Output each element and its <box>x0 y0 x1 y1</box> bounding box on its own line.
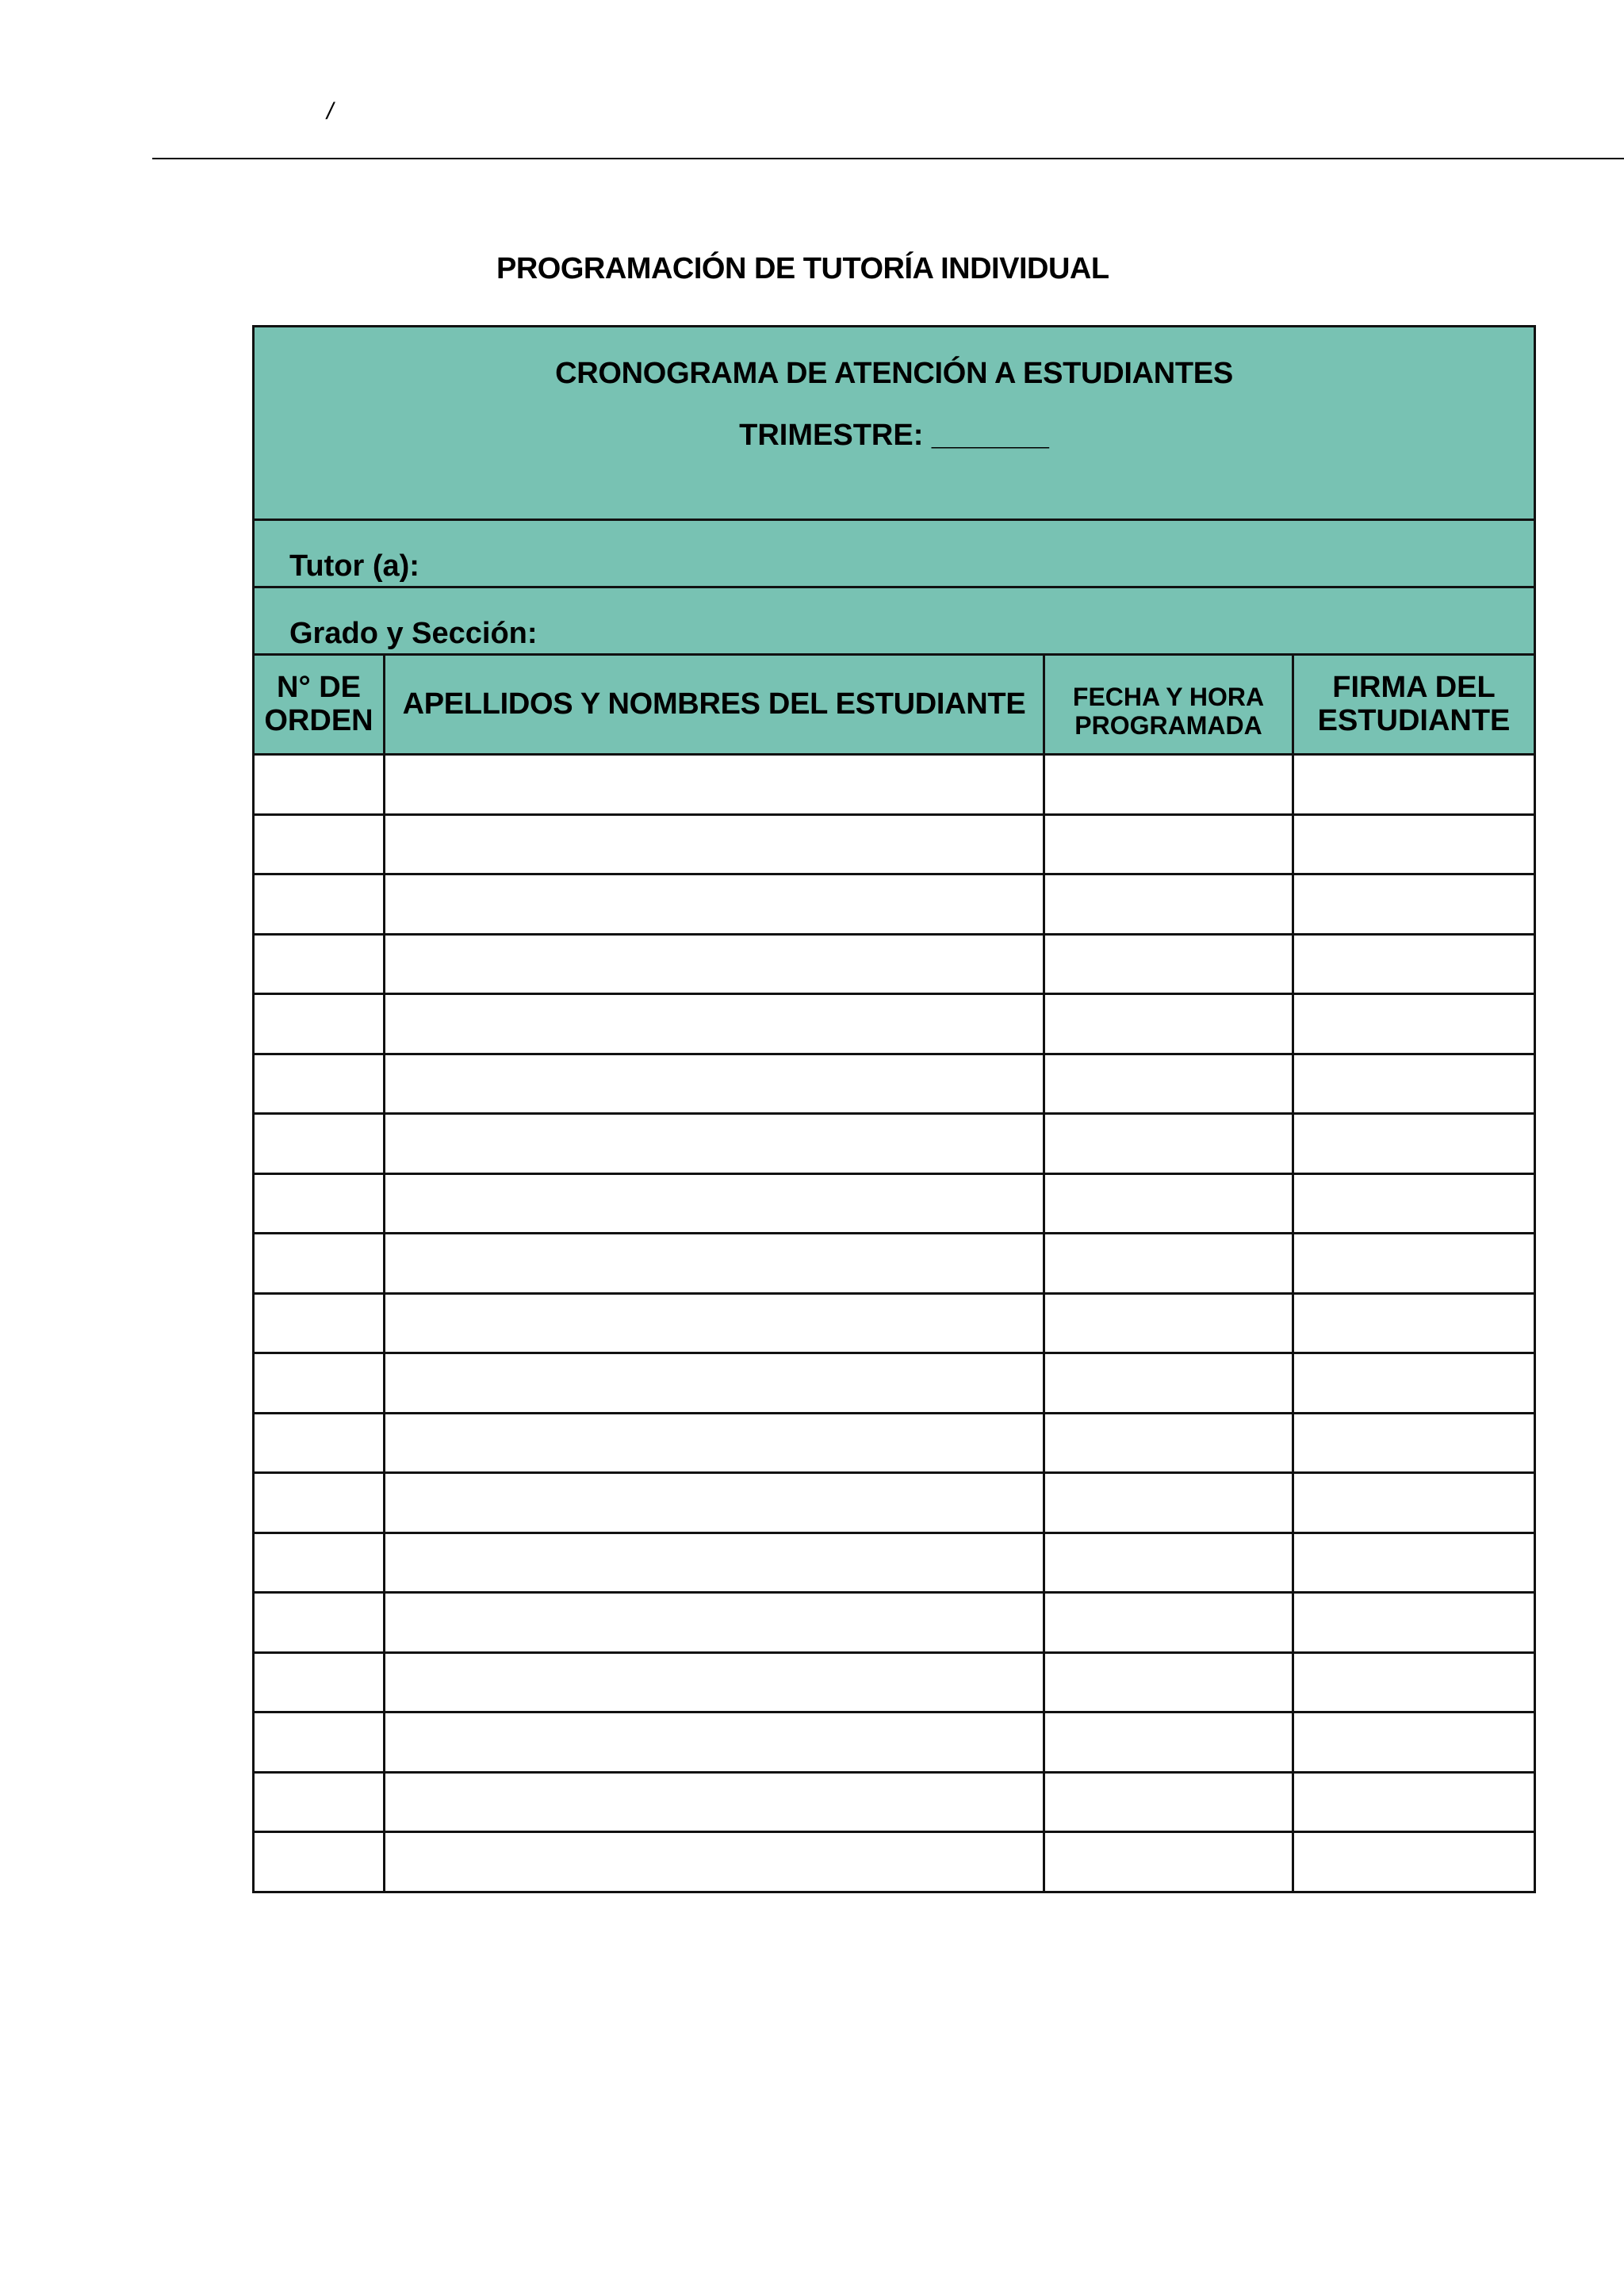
table-row <box>254 1652 1535 1712</box>
schedule-band-title: CRONOGRAMA DE ATENCIÓN A ESTUDIANTES <box>555 357 1233 390</box>
grade-section-label: Grado y Sección: <box>289 617 538 650</box>
student-name-cell[interactable] <box>385 994 1044 1054</box>
order-number-cell[interactable] <box>254 814 385 874</box>
table-row <box>254 1234 1535 1294</box>
order-number-cell[interactable] <box>254 1353 385 1414</box>
student-signature-cell[interactable] <box>1293 1593 1535 1653</box>
tutor-label: Tutor (a): <box>289 549 419 583</box>
column-header-order-number: N° DE ORDEN <box>254 655 385 755</box>
student-name-cell[interactable] <box>385 1353 1044 1414</box>
student-signature-cell[interactable] <box>1293 1652 1535 1712</box>
order-number-cell[interactable] <box>254 994 385 1054</box>
table-row <box>254 1832 1535 1892</box>
column-header-scheduled-date: FECHA Y HORA PROGRAMADA <box>1044 655 1293 755</box>
student-name-cell[interactable] <box>385 874 1044 935</box>
table-row <box>254 1473 1535 1533</box>
scheduled-date-cell[interactable] <box>1044 1473 1293 1533</box>
student-name-cell[interactable] <box>385 934 1044 994</box>
order-number-cell[interactable] <box>254 1772 385 1832</box>
table-row <box>254 1413 1535 1473</box>
student-signature-cell[interactable] <box>1293 1832 1535 1892</box>
student-signature-cell[interactable] <box>1293 1234 1535 1294</box>
scheduled-date-cell[interactable] <box>1044 1234 1293 1294</box>
scheduled-date-cell[interactable] <box>1044 1114 1293 1174</box>
scheduled-date-cell[interactable] <box>1044 755 1293 815</box>
scheduled-date-cell[interactable] <box>1044 1712 1293 1773</box>
order-number-cell[interactable] <box>254 1293 385 1353</box>
table-row <box>254 934 1535 994</box>
scheduled-date-cell[interactable] <box>1044 1293 1293 1353</box>
table-row <box>254 1712 1535 1773</box>
student-signature-cell[interactable] <box>1293 755 1535 815</box>
student-name-cell[interactable] <box>385 814 1044 874</box>
student-signature-cell[interactable] <box>1293 1533 1535 1593</box>
student-signature-cell[interactable] <box>1293 934 1535 994</box>
order-number-cell[interactable] <box>254 1413 385 1473</box>
student-name-cell[interactable] <box>385 1712 1044 1773</box>
table-row <box>254 1533 1535 1593</box>
order-number-cell[interactable] <box>254 1473 385 1533</box>
student-signature-cell[interactable] <box>1293 1173 1535 1234</box>
student-signature-cell[interactable] <box>1293 1054 1535 1114</box>
order-number-cell[interactable] <box>254 1054 385 1114</box>
column-header-row <box>254 655 1535 755</box>
order-number-cell[interactable] <box>254 1832 385 1892</box>
column-header-student-name: APELLIDOS Y NOMBRES DEL ESTUDIANTE <box>385 655 1044 755</box>
scheduled-date-cell[interactable] <box>1044 874 1293 935</box>
student-name-cell[interactable] <box>385 1772 1044 1832</box>
student-signature-cell[interactable] <box>1293 1473 1535 1533</box>
student-signature-cell[interactable] <box>1293 1353 1535 1414</box>
schedule-band <box>254 327 1535 520</box>
table-row <box>254 994 1535 1054</box>
student-name-cell[interactable] <box>385 1114 1044 1174</box>
header-mark: / <box>327 98 334 124</box>
grade-section-field <box>254 587 1535 655</box>
order-number-cell[interactable] <box>254 1234 385 1294</box>
student-signature-cell[interactable] <box>1293 814 1535 874</box>
student-name-cell[interactable] <box>385 1293 1044 1353</box>
scheduled-date-cell[interactable] <box>1044 1173 1293 1234</box>
scheduled-date-cell[interactable] <box>1044 1772 1293 1832</box>
scheduled-date-cell[interactable] <box>1044 1353 1293 1414</box>
student-signature-cell[interactable] <box>1293 1712 1535 1773</box>
order-number-cell[interactable] <box>254 1533 385 1593</box>
scheduled-date-cell[interactable] <box>1044 1413 1293 1473</box>
student-name-cell[interactable] <box>385 1234 1044 1294</box>
scheduled-date-cell[interactable] <box>1044 1832 1293 1892</box>
student-signature-cell[interactable] <box>1293 874 1535 935</box>
table-row <box>254 1353 1535 1414</box>
scheduled-date-cell[interactable] <box>1044 994 1293 1054</box>
table-row <box>254 1772 1535 1832</box>
order-number-cell[interactable] <box>254 1593 385 1653</box>
document-title: PROGRAMACIÓN DE TUTORÍA INDIVIDUAL <box>496 252 1109 285</box>
student-signature-cell[interactable] <box>1293 1114 1535 1174</box>
table-row <box>254 1173 1535 1234</box>
scheduled-date-cell[interactable] <box>1044 1652 1293 1712</box>
table-row <box>254 814 1535 874</box>
order-number-cell[interactable] <box>254 755 385 815</box>
trimester-label: TRIMESTRE: _______ <box>739 418 1049 452</box>
table-row <box>254 755 1535 815</box>
tutor-field <box>254 520 1535 587</box>
column-header-student-signature: FIRMA DEL ESTUDIANTE <box>1293 655 1535 755</box>
scheduled-date-cell[interactable] <box>1044 1533 1293 1593</box>
student-signature-cell[interactable] <box>1293 994 1535 1054</box>
student-name-cell[interactable] <box>385 1533 1044 1593</box>
order-number-cell[interactable] <box>254 874 385 935</box>
table-row <box>254 1114 1535 1174</box>
student-signature-cell[interactable] <box>1293 1413 1535 1473</box>
table-row <box>254 1593 1535 1653</box>
student-name-cell[interactable] <box>385 1832 1044 1892</box>
table-row <box>254 874 1535 935</box>
student-name-cell[interactable] <box>385 1173 1044 1234</box>
student-signature-cell[interactable] <box>1293 1293 1535 1353</box>
tutoring-schedule-table <box>252 325 1536 1893</box>
order-number-cell[interactable] <box>254 1114 385 1174</box>
order-number-cell[interactable] <box>254 1173 385 1234</box>
student-name-cell[interactable] <box>385 1593 1044 1653</box>
student-name-cell[interactable] <box>385 755 1044 815</box>
student-name-cell[interactable] <box>385 1652 1044 1712</box>
header-rule <box>152 158 1624 159</box>
order-number-cell[interactable] <box>254 1652 385 1712</box>
order-number-cell[interactable] <box>254 1712 385 1773</box>
scheduled-date-cell[interactable] <box>1044 814 1293 874</box>
scheduled-date-cell[interactable] <box>1044 1054 1293 1114</box>
student-name-cell[interactable] <box>385 1473 1044 1533</box>
table-row <box>254 1054 1535 1114</box>
scheduled-date-cell[interactable] <box>1044 1593 1293 1653</box>
student-name-cell[interactable] <box>385 1054 1044 1114</box>
scheduled-date-cell[interactable] <box>1044 934 1293 994</box>
order-number-cell[interactable] <box>254 934 385 994</box>
table-row <box>254 1293 1535 1353</box>
student-name-cell[interactable] <box>385 1413 1044 1473</box>
student-signature-cell[interactable] <box>1293 1772 1535 1832</box>
